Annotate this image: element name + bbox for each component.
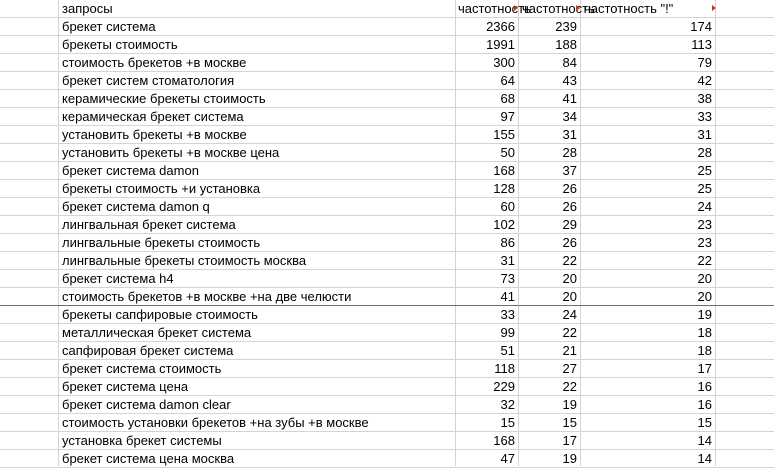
frequency-exact-cell[interactable]: 28 [697,145,712,160]
frequency-quoted-cell[interactable]: 41 [562,91,577,106]
frequency-quoted-cell[interactable]: 21 [562,343,577,358]
table-row [0,72,774,90]
frequency-cell[interactable]: 31 [500,253,515,268]
query-cell[interactable]: брекет система стоимость [62,361,222,376]
frequency-exact-cell[interactable]: 113 [691,37,712,52]
frequency-exact-cell[interactable]: 18 [697,343,712,358]
frequency-cell[interactable]: 300 [493,55,515,70]
frequency-cell[interactable]: 102 [493,217,515,232]
frequency-exact-cell[interactable]: 14 [697,433,712,448]
table-row [0,414,774,432]
header-cell-frequency-exact[interactable]: частотность "!" [581,0,715,17]
query-cell[interactable]: металлическая брекет система [62,325,252,340]
header-cell-frequency[interactable]: частотность [455,0,518,17]
query-cell[interactable]: брекет система damon clear [62,397,231,412]
frequency-quoted-cell[interactable]: 43 [562,73,577,88]
frequency-quoted-cell[interactable]: 24 [562,307,577,322]
table-row [0,360,774,378]
frequency-exact-cell[interactable]: 23 [697,235,712,250]
frequency-cell[interactable]: 60 [500,199,515,214]
table-row [0,126,774,144]
frequency-cell[interactable]: 68 [500,91,515,106]
table-row [0,252,774,270]
header-cell-query[interactable]: запросы [62,1,113,16]
table-row [0,378,774,396]
frequency-quoted-cell[interactable]: 19 [562,397,577,412]
frequency-quoted-cell[interactable]: 26 [562,199,577,214]
table-row [0,450,774,468]
frequency-cell[interactable]: 51 [500,343,515,358]
table-row [0,396,774,414]
frequency-exact-cell[interactable]: 20 [697,289,712,304]
table-row [0,324,774,342]
frequency-quoted-cell[interactable]: 84 [562,55,577,70]
frequency-cell[interactable]: 73 [500,271,515,286]
frequency-cell[interactable]: 99 [500,325,515,340]
frequency-exact-cell[interactable]: 33 [697,109,712,124]
query-cell[interactable]: брекет система damon q [62,199,210,214]
header-row [0,0,774,18]
frequency-quoted-cell[interactable]: 37 [562,163,577,178]
frequency-cell[interactable]: 229 [493,379,515,394]
frequency-exact-cell[interactable]: 42 [697,73,712,88]
frequency-quoted-cell[interactable]: 28 [562,145,577,160]
query-cell[interactable]: брекет система h4 [62,271,174,286]
query-cell[interactable]: брекеты стоимость +и установка [62,181,261,196]
table-row [0,198,774,216]
table-row [0,234,774,252]
frequency-cell[interactable]: 41 [500,289,515,304]
frequency-quoted-cell[interactable]: 239 [555,19,577,34]
table-row [0,342,774,360]
query-cell[interactable]: сапфировая брекет система [62,343,234,358]
query-cell[interactable]: лингвальная брекет система [62,217,236,232]
table-row [0,18,774,36]
frequency-cell[interactable]: 97 [500,109,515,124]
query-cell[interactable]: брекет система цена [62,379,189,394]
query-cell[interactable]: лингвальные брекеты стоимость москва [62,253,307,268]
frequency-exact-cell[interactable]: 16 [697,397,712,412]
frequency-exact-cell[interactable]: 14 [697,451,712,466]
frequency-quoted-cell[interactable]: 34 [562,109,577,124]
query-cell[interactable]: стоимость брекетов +в москве [62,55,247,70]
frequency-quoted-cell[interactable]: 188 [555,37,577,52]
frequency-exact-cell[interactable]: 31 [697,127,712,142]
query-cell[interactable]: керамическая брекет система [62,109,244,124]
query-cell[interactable]: брекеты сапфировые стоимость [62,307,258,322]
frequency-exact-cell[interactable]: 17 [697,361,712,376]
frequency-exact-cell[interactable]: 23 [697,217,712,232]
table-row [0,162,774,180]
table-row [0,288,774,306]
table-row [0,306,774,324]
query-cell[interactable]: брекеты стоимость [62,37,178,52]
query-cell[interactable]: стоимость установки брекетов +на зубы +в москве [62,415,369,430]
frequency-cell[interactable]: 155 [493,127,515,142]
table-row [0,432,774,450]
frequency-cell[interactable]: 86 [500,235,515,250]
header-cell-frequency-quoted[interactable]: частотность [519,0,580,17]
frequency-quoted-cell[interactable]: 20 [562,271,577,286]
frequency-quoted-cell[interactable]: 19 [562,451,577,466]
frequency-exact-cell[interactable]: 25 [697,181,712,196]
table-row [0,54,774,72]
frequency-cell[interactable]: 47 [500,451,515,466]
frequency-exact-cell[interactable]: 24 [697,199,712,214]
frequency-exact-cell[interactable]: 15 [697,415,712,430]
table-row [0,216,774,234]
frequency-cell[interactable]: 128 [493,181,515,196]
frequency-quoted-cell[interactable]: 22 [562,253,577,268]
table-row [0,36,774,54]
frequency-quoted-cell[interactable]: 22 [562,325,577,340]
frequency-exact-cell[interactable]: 19 [697,307,712,322]
frequency-exact-cell[interactable]: 79 [697,55,712,70]
frequency-cell[interactable]: 33 [500,307,515,322]
frequency-quoted-cell[interactable]: 31 [562,127,577,142]
query-cell[interactable]: стоимость брекетов +в москве +на две челюсти [62,289,352,304]
table-row [0,270,774,288]
query-cell[interactable]: установить брекеты +в москве [62,127,247,142]
frequency-cell[interactable]: 168 [493,433,515,448]
frequency-exact-cell[interactable]: 18 [697,325,712,340]
frequency-quoted-cell[interactable]: 26 [562,181,577,196]
table-row [0,144,774,162]
query-cell[interactable]: керамические брекеты стоимость [62,91,266,106]
frequency-cell[interactable]: 32 [500,397,515,412]
query-cell[interactable]: лингвальные брекеты стоимость [62,235,261,250]
query-cell[interactable]: брекет система цена москва [62,451,235,466]
frequency-exact-cell[interactable]: 174 [690,19,712,34]
frequency-quoted-cell[interactable]: 20 [562,289,577,304]
frequency-exact-cell[interactable]: 25 [697,163,712,178]
frequency-cell[interactable]: 2366 [486,19,515,34]
frequency-cell[interactable]: 15 [500,415,515,430]
frequency-quoted-cell[interactable]: 27 [562,361,577,376]
frequency-quoted-cell[interactable]: 26 [562,235,577,250]
frequency-exact-cell[interactable]: 38 [697,91,712,106]
frequency-quoted-cell[interactable]: 15 [562,415,577,430]
frequency-exact-cell[interactable]: 20 [697,271,712,286]
frequency-cell[interactable]: 168 [493,163,515,178]
table-row [0,90,774,108]
frequency-exact-cell[interactable]: 16 [697,379,712,394]
frequency-cell[interactable]: 64 [500,73,515,88]
frequency-cell[interactable]: 118 [494,361,515,376]
query-cell[interactable]: установка брекет системы [62,433,222,448]
table-row [0,108,774,126]
query-cell[interactable]: брекет система damon [62,163,199,178]
frequency-quoted-cell[interactable]: 22 [562,379,577,394]
frequency-quoted-cell[interactable]: 17 [562,433,577,448]
frequency-quoted-cell[interactable]: 29 [562,217,577,232]
query-cell[interactable]: брекет система [62,19,156,34]
frequency-cell[interactable]: 1991 [486,37,515,52]
frequency-cell[interactable]: 50 [500,145,515,160]
query-cell[interactable]: брекет систем стоматология [62,73,235,88]
frequency-exact-cell[interactable]: 22 [697,253,712,268]
query-cell[interactable]: установить брекеты +в москве цена [62,145,280,160]
table-row [0,180,774,198]
